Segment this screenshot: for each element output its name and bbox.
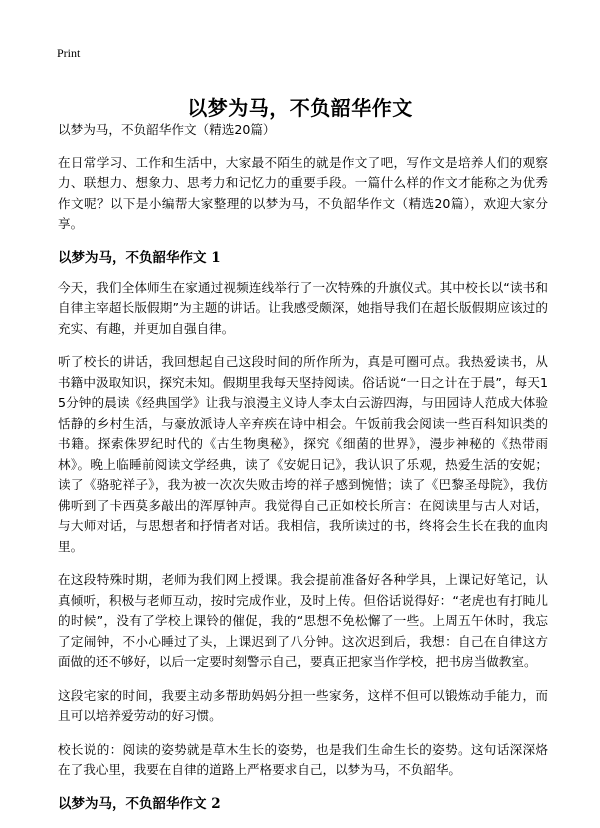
article-body bbox=[58, 120, 548, 824]
section-heading-2: 以梦为马，不负韶华作文 2 bbox=[58, 795, 221, 812]
intro-paragraph: 在日常学习、工作和生活中，大家最不陌生的就是作文了吧，写作文是培养人们的观察力、联想力、想象力、思考力和记忆力的重要手段。一篇什么样的作文才能称之为优秀作文呢？以下是小编帮大家整理的以梦为马，不负韶华作文（精选20篇），欢迎大家分享。 bbox=[58, 154, 548, 231]
article-subtitle: 以梦为马，不负韶华作文（精选20篇） bbox=[58, 122, 276, 137]
section-1-paragraph-4: 这段宅家的时间，我要主动多帮助妈妈分担一些家务，这样不但可以锻炼动手能力，而且可以培养爱劳动的好习惯。 bbox=[58, 687, 548, 723]
section-1-paragraph-3: 在这段特殊时期，老师为我们网上授课。我会提前准备好各种学具，上课记好笔记，认真倾听，积极与老师互动，按时完成作业，及时上传。但俗话说得好：“老虎也有打盹儿的时候”，没有了学校上课铃的催促，我的“思想不免松懈了一些。上周五午休时，我忘了定闹钟，不小心睡过了头，上课迟到了八分钟。这次迟到后，我想：自己在自律这方面做的还不够好，以后一定要时刻警示自己，要真正把家当作学校，把书房当做教室。 bbox=[58, 572, 548, 669]
page-title: 以梦为马，不负韶华作文 bbox=[187, 96, 413, 121]
section-1-paragraph-5: 校长说的：阅读的姿势就是草木生长的姿势，也是我们生命生长的姿势。这句话深深烙在了我心里，我要在自律的道路上严格要求自己，以梦为马，不负韶华。 bbox=[58, 741, 548, 777]
section-heading-1: 以梦为马，不负韶华作文 1 bbox=[58, 249, 221, 266]
section-1-paragraph-1: 今天，我们全体师生在家通过视频连线举行了一次特殊的升旗仪式。其中校长以“读书和自律主宰超长版假期”为主题的讲话。让我感受颇深，她指导我们在超长版假期应该过的充实、有趣，并更加自强自律。 bbox=[58, 279, 548, 336]
section-1-paragraph-2: 听了校长的讲话，我回想起自己这段时间的所作所为，真是可圈可点。我热爱读书，从书籍中汲取知识，探究未知。假期里我每天坚持阅读。俗话说“一日之计在于晨”，每天15分钟的晨读《经典国学》让我与浪漫主义诗人李太白云游四海，与田园诗人范成大体验恬静的乡村生活，与豪放派诗人辛弃疾在诗中相会。午饭前我会阅读一些百科知识类的书籍。探索侏罗纪时代的《古生物奥秘》，探究《细菌的世界》，漫步神秘的《热带雨林》。晚上临睡前阅读文学经典，读了《安妮日记》，我认识了乐观，热爱生活的安妮；读了《骆驼祥子》，我为被一次次失败击垮的祥子感到惋惜；读了《巴黎圣母院》，我仿佛听到了卡西莫多敲出的浑厚钟声。我觉得自己正如校长所言：在阅读里与古人对话，与大师对话，与思想者和抒情者对话。我相信，我所读过的书，终将会生长在我的血肉里。 bbox=[58, 354, 548, 554]
print-link[interactable]: Print bbox=[57, 46, 81, 60]
